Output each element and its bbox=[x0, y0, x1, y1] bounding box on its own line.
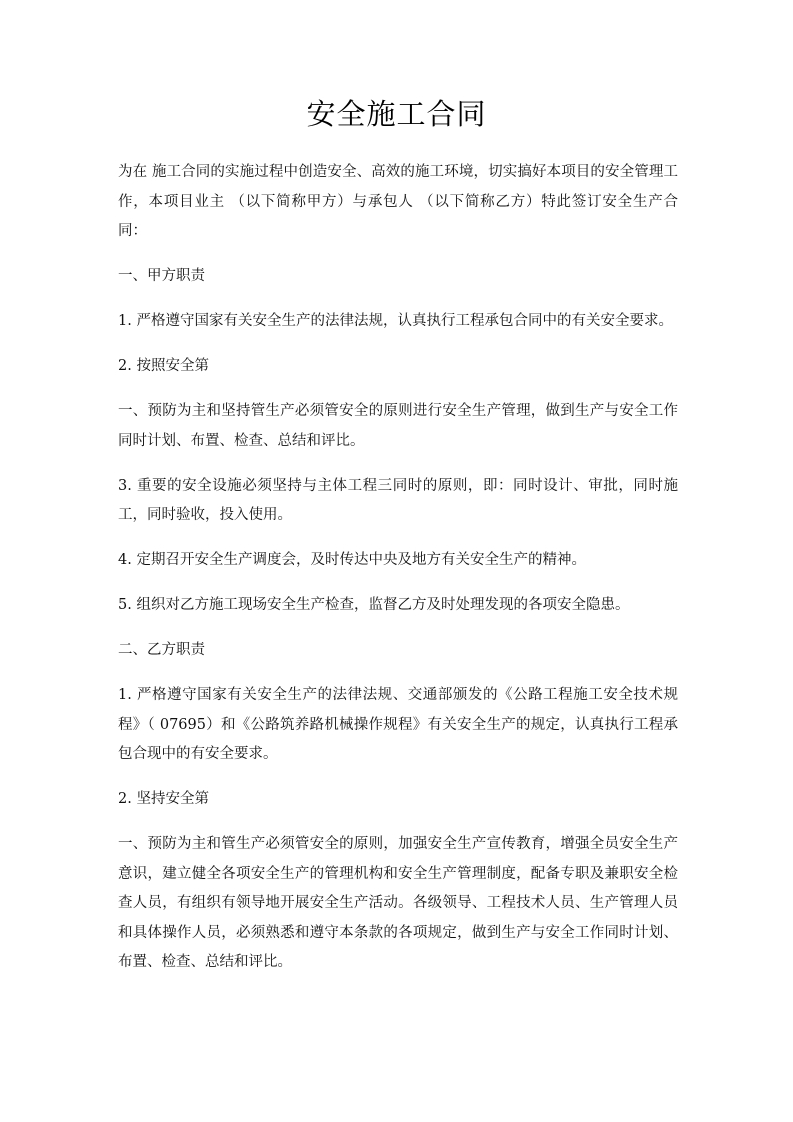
section-heading-party-b: 二、乙方职责 bbox=[118, 642, 205, 658]
paragraph-intro: 为在 施工合同的实施过程中创造安全、高效的施工环境，切实搞好本项目的安全管理工作，本项目业主 （以下简称甲方）与承包人 （以下简称乙方）特此签订安全生产合同： bbox=[118, 164, 678, 239]
paragraph-a-2-cont: 一、预防为主和坚持管生产必须管安全的原则进行安全生产管理，做到生产与安全工作同时计划、布置、检查、总结和评比。 bbox=[118, 403, 678, 449]
paragraph-b-2-cont: 一、预防为主和管生产必须管安全的原则，加强安全生产宣传教育，增强全员安全生产意识，建立健全各项安全生产的管理机构和安全生产管理制度，配备专职及兼职安全检查人员，有组织有领导地开展安全生产活动。各级领导、工程技术人员、生产管理人员和具体操作人员，必须熟悉和遵守本条款的各项规定，做到生产与安全工作同时计划、布置、检查、总结和评比。 bbox=[118, 836, 678, 970]
paragraph-a-3: 3. 重要的安全设施必须坚持与主体工程三同时的原则，即：同时设计、审批，同时施工，同时验收，投入使用。 bbox=[118, 477, 678, 523]
paragraph-a-1: 1. 严格遵守国家有关安全生产的法律法规，认真执行工程承包合同中的有关安全要求。 bbox=[118, 313, 673, 329]
document-title: 安全施工合同 bbox=[306, 97, 487, 131]
document-body bbox=[118, 158, 678, 993]
paragraph-a-2: 2. 按照安全第 bbox=[118, 358, 209, 374]
paragraph-b-1: 1. 严格遵守国家有关安全生产的法律法规、交通部颁发的《公路工程施工安全技术规程》（ 07695）和《公路筑养路机械操作规程》有关安全生产的规定，认真执行工程承包合现中的有安全要求。 bbox=[118, 687, 678, 762]
section-heading-party-a: 一、甲方职责 bbox=[118, 268, 205, 284]
paragraph-b-2: 2. 坚持安全第 bbox=[118, 791, 209, 807]
paragraph-a-5: 5. 组织对乙方施工现场安全生产检查，监督乙方及时处理发现的各项安全隐患。 bbox=[118, 597, 630, 613]
paragraph-a-4: 4. 定期召开安全生产调度会，及时传达中央及地方有关安全生产的精神。 bbox=[118, 552, 586, 568]
